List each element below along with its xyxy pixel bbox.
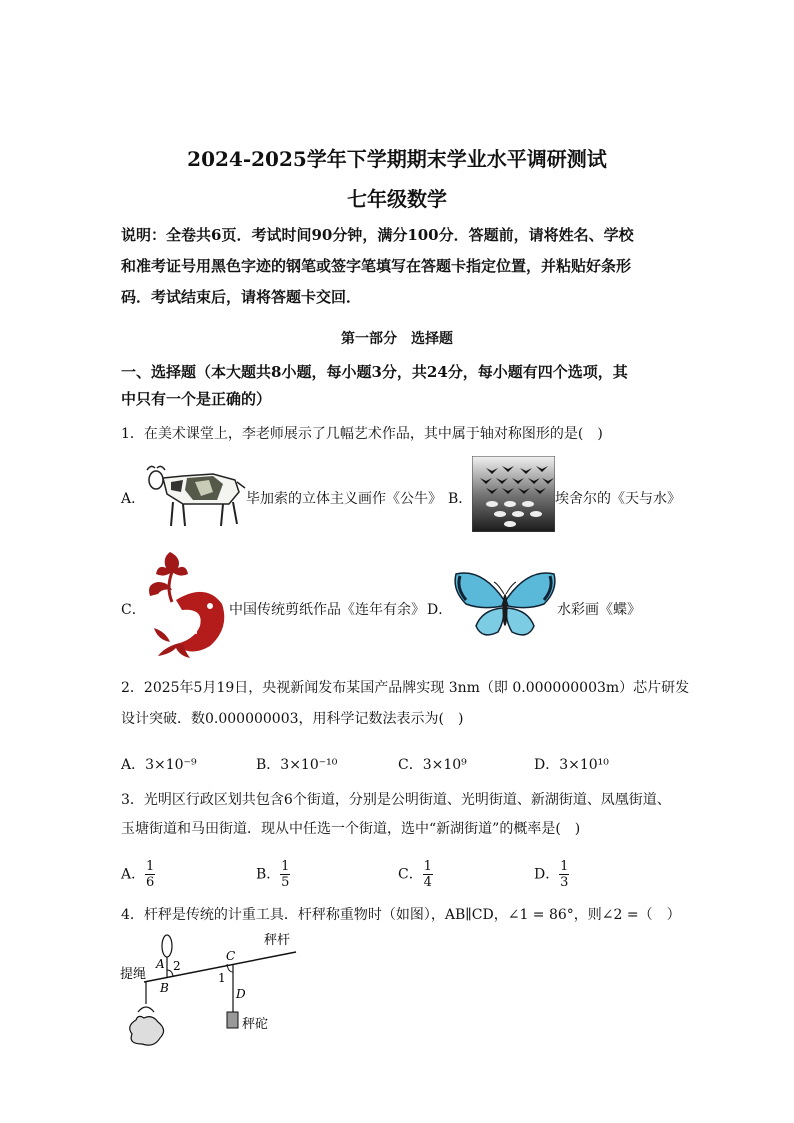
butterfly-watercolor-image — [452, 570, 558, 642]
q2-option-b: B．3×10⁻¹⁰ — [256, 757, 338, 773]
paper-cut-fish-image — [140, 548, 232, 660]
q4-stem: 4．杆秤是传统的计重工具．杆秤称重物时（如图），AB∥CD，∠1 = 86°，则∠2 =（ ） — [121, 907, 681, 923]
label-a: A — [156, 957, 165, 971]
q1-option-a-letter: A． — [121, 491, 146, 507]
q1-option-b-text: 埃舍尔的《天与水》 — [555, 491, 681, 507]
steelyard-diagram — [118, 930, 318, 1058]
q1-stem: 1．在美术课堂上，李老师展示了几幅艺术作品，其中属于轴对称图形的是( ) — [121, 426, 603, 442]
q3-option-d — [534, 859, 569, 890]
q3-option-b — [256, 859, 290, 890]
q2-stem-line-2: 设计突破．数0.000000003，用科学记数法表示为( ) — [121, 711, 464, 727]
fraction-numerator: 1 — [423, 859, 432, 874]
label-d: D — [236, 987, 246, 1001]
q2-option-a: A．3×10⁻⁹ — [121, 757, 197, 773]
q3-stem-line-1: 3．光明区行政区划共包含6个街道，分别是公明街道、光明街道、新湖街道、凤凰街道、 — [121, 792, 671, 808]
q3-option-d-letter: D． — [534, 866, 560, 883]
rope-loop — [162, 935, 172, 957]
weight-bag — [130, 1016, 164, 1045]
fraction-denominator: 6 — [145, 875, 155, 890]
q3-option-c-fraction — [423, 859, 433, 890]
q1-option-d-text: 水彩画《蝶》 — [557, 602, 641, 618]
section-heading-line-2: 中只有一个是正确的） — [121, 390, 272, 408]
q2-option-d: D．3×10¹⁰ — [534, 757, 609, 773]
q1-option-a-text: 毕加索的立体主义画作《公牛》 — [246, 491, 442, 507]
q1-option-c-letter: C． — [121, 602, 146, 618]
q3-stem-line-2: 玉塘街道和马田街道．现从中任选一个街道，选中“新湖街道”的概率是( ) — [121, 821, 581, 837]
section-heading-line-1: 一、选择题（本大题共8小题，每小题3分，共24分，每小题有四个选项，其 — [121, 363, 628, 381]
intro-line-1: 说明：全卷共6页．考试时间90分钟，满分100分．答题前，请将姓名、学校 — [121, 226, 634, 244]
q3-option-b-letter: B． — [256, 866, 281, 883]
fraction-numerator: 1 — [560, 859, 569, 874]
q3-option-d-fraction — [559, 859, 569, 890]
q1-option-c-text: 中国传统剪纸作品《连年有余》 — [229, 602, 425, 618]
q3-option-a — [121, 859, 155, 890]
exam-subtitle: 七年级数学 — [347, 187, 447, 211]
q3-option-a-fraction — [145, 859, 155, 890]
label-b: B — [160, 981, 169, 995]
part-heading: 第一部分 选择题 — [341, 331, 453, 347]
q2-stem-line-1: 2．2025年5月19日，央视新闻发布某国产品牌实现 3nm（即 0.000000003m）芯片研发 — [121, 680, 690, 696]
intro-line-2: 和准考证号用黑色字迹的钢笔或签字笔填写在答题卡指定位置，并粘贴好条形 — [121, 257, 632, 275]
q3-option-a-letter: A． — [121, 866, 146, 883]
fraction-numerator: 1 — [145, 859, 155, 874]
q2-option-c: C．3×10⁹ — [398, 757, 467, 773]
label-c: C — [226, 949, 236, 963]
sky-and-water-image — [472, 456, 555, 532]
label-rope: 提绳 — [120, 967, 147, 982]
bull-artwork-image — [143, 462, 247, 530]
label-weight: 秤砣 — [242, 1017, 269, 1032]
fraction-denominator: 3 — [560, 875, 569, 890]
q3-option-c — [398, 859, 433, 890]
label-angle-1: 1 — [218, 971, 226, 985]
q3-option-b-fraction — [280, 859, 290, 890]
q3-option-c-letter: C． — [398, 866, 423, 883]
label-angle-2: 2 — [173, 959, 181, 973]
fraction-denominator: 5 — [281, 875, 290, 890]
exam-title: 2024-2025学年下学期期末学业水平调研测试 — [187, 147, 607, 171]
fraction-denominator: 4 — [423, 875, 432, 890]
fraction-numerator: 1 — [281, 859, 290, 874]
label-rod: 秤杆 — [264, 933, 291, 948]
intro-line-3: 码．考试结束后，请将答题卡交回． — [121, 288, 362, 306]
counterweight — [227, 1012, 238, 1028]
q1-option-b-letter: B． — [448, 491, 473, 507]
q1-option-d-letter: D． — [427, 602, 453, 618]
